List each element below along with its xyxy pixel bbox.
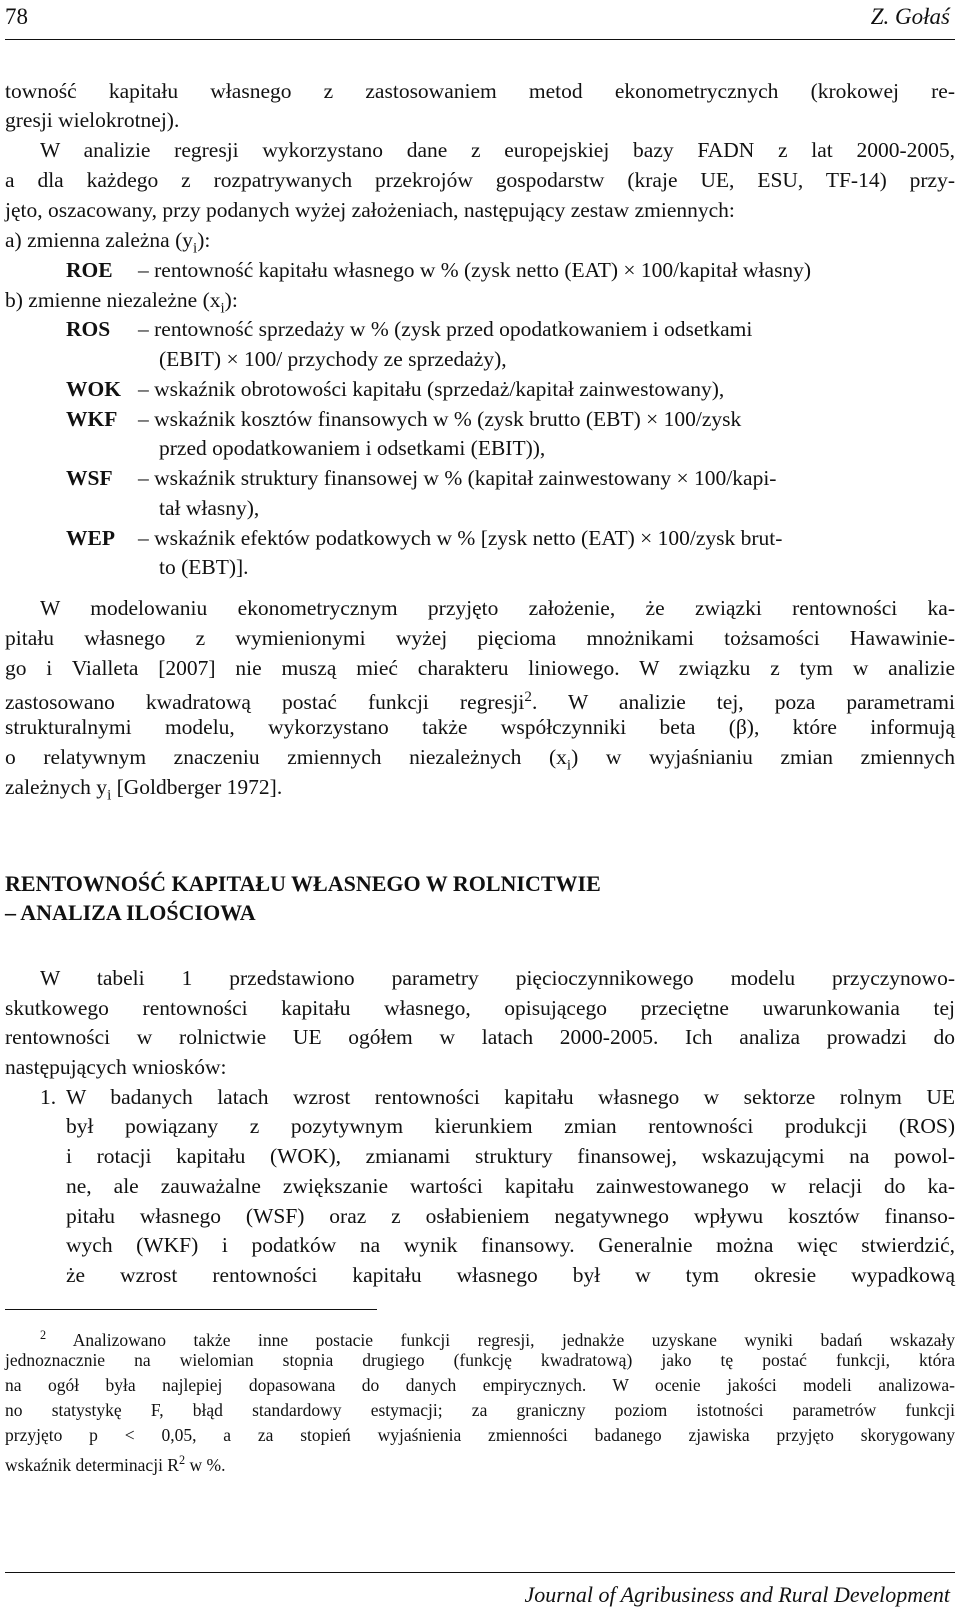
wsf-definition: WSF – wskaźnik struktury finansowej w % (kapitał zainwestowany × 100/kapi- xyxy=(66,464,955,493)
intro-line-1: towność kapitału własnego z zastosowaniem metod ekonometrycznych (krokowej re- xyxy=(5,79,955,103)
point-line-1: W badanych latach wzrost rentowności kapitału własnego w sektorze rolnym UE xyxy=(66,1085,955,1109)
ros-definition-cont: (EBIT) × 100/ przychody ze sprzedaży), xyxy=(159,347,507,371)
intro-line-4: a dla każdego z rozpatrywanych przekrojów gospodarstw (kraje UE, ESU, TF-14) przy- xyxy=(5,168,955,192)
footnote-line-5: przyjęto p < 0,05, a za stopień wyjaśnienia zmienności badanego zjawiska przyjęto skorygowany xyxy=(5,1425,955,1445)
intro-line-5: jęto, oszacowany, przy podanych wyżej założeniach, następujący zestaw zmiennych: xyxy=(5,198,735,222)
independent-variables-heading: b) zmienne niezależne $(x_i)$: xyxy=(5,288,238,317)
wsf-definition-cont: tał własny), xyxy=(159,496,260,520)
model-line-6: o relatywnym znaczeniu zmiennych niezależnych $(x_i)$ w wyjaśnianiu zmian zmiennych xyxy=(5,745,955,774)
section-title-line-2: – ANALIZA ILOŚCIOWA xyxy=(5,900,256,925)
wep-definition-cont: to (EBT)]. xyxy=(159,555,249,579)
wsf-code: WSF xyxy=(66,466,113,490)
footnote-rule xyxy=(5,1309,377,1310)
model-line-3: go i Vialleta [2007] nie muszą mieć charakteru liniowego. W związku z tym w analizie xyxy=(5,656,955,680)
model-line-5: strukturalnymi modelu, wykorzystano także współczynniki beta (β), które informują xyxy=(5,715,955,739)
ros-definition: ROS – rentowność sprzedaży w % (zysk przed opodatkowaniem i odsetkami xyxy=(66,315,955,344)
analysis-line-3: rentowności w rolnictwie UE ogółem w latach 2000-2005. Ich analiza prowadzi do xyxy=(5,1025,955,1049)
dependent-variable-heading: a) zmienna zależna $(y_i)$: xyxy=(5,228,211,257)
footnote-line-1: $^2$ Analizowano także inne postacie funkcji regresji, jednakże uzyskane wyniki badań wskazały xyxy=(40,1328,955,1350)
journal-name: Journal of Agribusiness and Rural Development xyxy=(524,1582,950,1607)
section-title-line-1: RENTOWNOŚĆ KAPITAŁU WŁASNEGO W ROLNICTWIE xyxy=(5,871,601,896)
footnote-ref: 2 xyxy=(524,689,532,705)
point-line-6: wych (WKF) i podatków na wynik finansowy. Generalnie można więc stwierdzić, xyxy=(66,1233,955,1257)
wep-definition: WEP – wskaźnik efektów podatkowych w % [zysk netto (EAT) × 100/zysk brut- xyxy=(66,524,955,553)
wkf-definition-cont: przed opodatkowaniem i odsetkami (EBIT)), xyxy=(159,436,546,460)
point-line-3: i rotacji kapitału (WOK), zmianami struktury finansowej, wskazującymi na powol- xyxy=(66,1144,955,1168)
model-line-4: zastosowano kwadratową postać funkcji regresji$^2$. W analizie tej, poza parametrami xyxy=(5,689,955,715)
header-rule xyxy=(5,39,955,40)
analysis-line-4: następujących wniosków: xyxy=(5,1055,227,1079)
analysis-line-1: W tabeli 1 przedstawiono parametry pięcioczynnikowego modelu przyczynowo- xyxy=(40,966,955,990)
footnote-line-2: jednoznacznie na wielomian stopnia drugiego (funkcję kwadratową) jako tę postać funkcji, która xyxy=(5,1350,955,1370)
point-line-4: ne, ale zauważalne zwiększanie wartości kapitału zainwestowanego w relacji do ka- xyxy=(66,1174,955,1198)
wok-code: WOK xyxy=(66,377,121,401)
point-number: 1. xyxy=(40,1085,57,1109)
roe-code: ROE xyxy=(66,258,113,282)
intro-line-3: W analizie regresji wykorzystano dane z europejskiej bazy FADN z lat 2000-2005, xyxy=(40,138,955,162)
wok-definition: WOK – wskaźnik obrotowości kapitału (sprzedaż/kapitał zainwestowany), xyxy=(66,375,955,404)
ros-code: ROS xyxy=(66,317,111,341)
page-number: 78 xyxy=(5,4,28,29)
wkf-definition: WKF – wskaźnik kosztów finansowych w % (zysk brutto (EBT) × 100/zysk xyxy=(66,405,955,434)
footnote-line-4: no statystykę F, błąd standardowy estymacji; za graniczny poziom istotności parametrów funkcji xyxy=(5,1400,955,1420)
intro-line-2: gresji wielokrotnej). xyxy=(5,108,180,132)
footnote-line-3: na ogół była najlepiej dopasowana do danych empirycznych. W ocenie jakości modeli analizowa- xyxy=(5,1375,955,1395)
model-line-1: W modelowaniu ekonometrycznym przyjęto założenie, że związki rentowności ka- xyxy=(40,596,955,620)
wep-code: WEP xyxy=(66,526,115,550)
running-author: Z. Gołaś xyxy=(870,4,950,29)
point-line-7: że wzrost rentowności kapitału własnego był w tym okresie wypadkową xyxy=(66,1263,955,1287)
wkf-code: WKF xyxy=(66,407,118,431)
model-line-7: zależnych $y_i$ [Goldberger 1972]. xyxy=(5,775,283,804)
point-line-5: pitału własnego (WSF) oraz z osłabieniem negatywnego wpływu kosztów finanso- xyxy=(66,1204,955,1228)
model-line-2: pitału własnego z wymienionymi wyżej pięcioma mnożnikami tożsamości Hawawinie- xyxy=(5,626,955,650)
footer-rule xyxy=(5,1572,955,1573)
analysis-line-2: skutkowego rentowności kapitału własnego, opisującego przeciętne uwarunkowania tej xyxy=(5,996,955,1020)
roe-definition: ROE – rentowność kapitału własnego w % (zysk netto (EAT) × 100/kapitał własny) xyxy=(66,256,955,285)
footnote-line-6: wskaźnik determinacji $R^2$ w %. xyxy=(5,1453,226,1475)
footnote-mark: 2 xyxy=(40,1328,47,1342)
point-line-2: był powiązany z pozytywnym kierunkiem zmian rentowności produkcji (ROS) xyxy=(66,1114,955,1138)
